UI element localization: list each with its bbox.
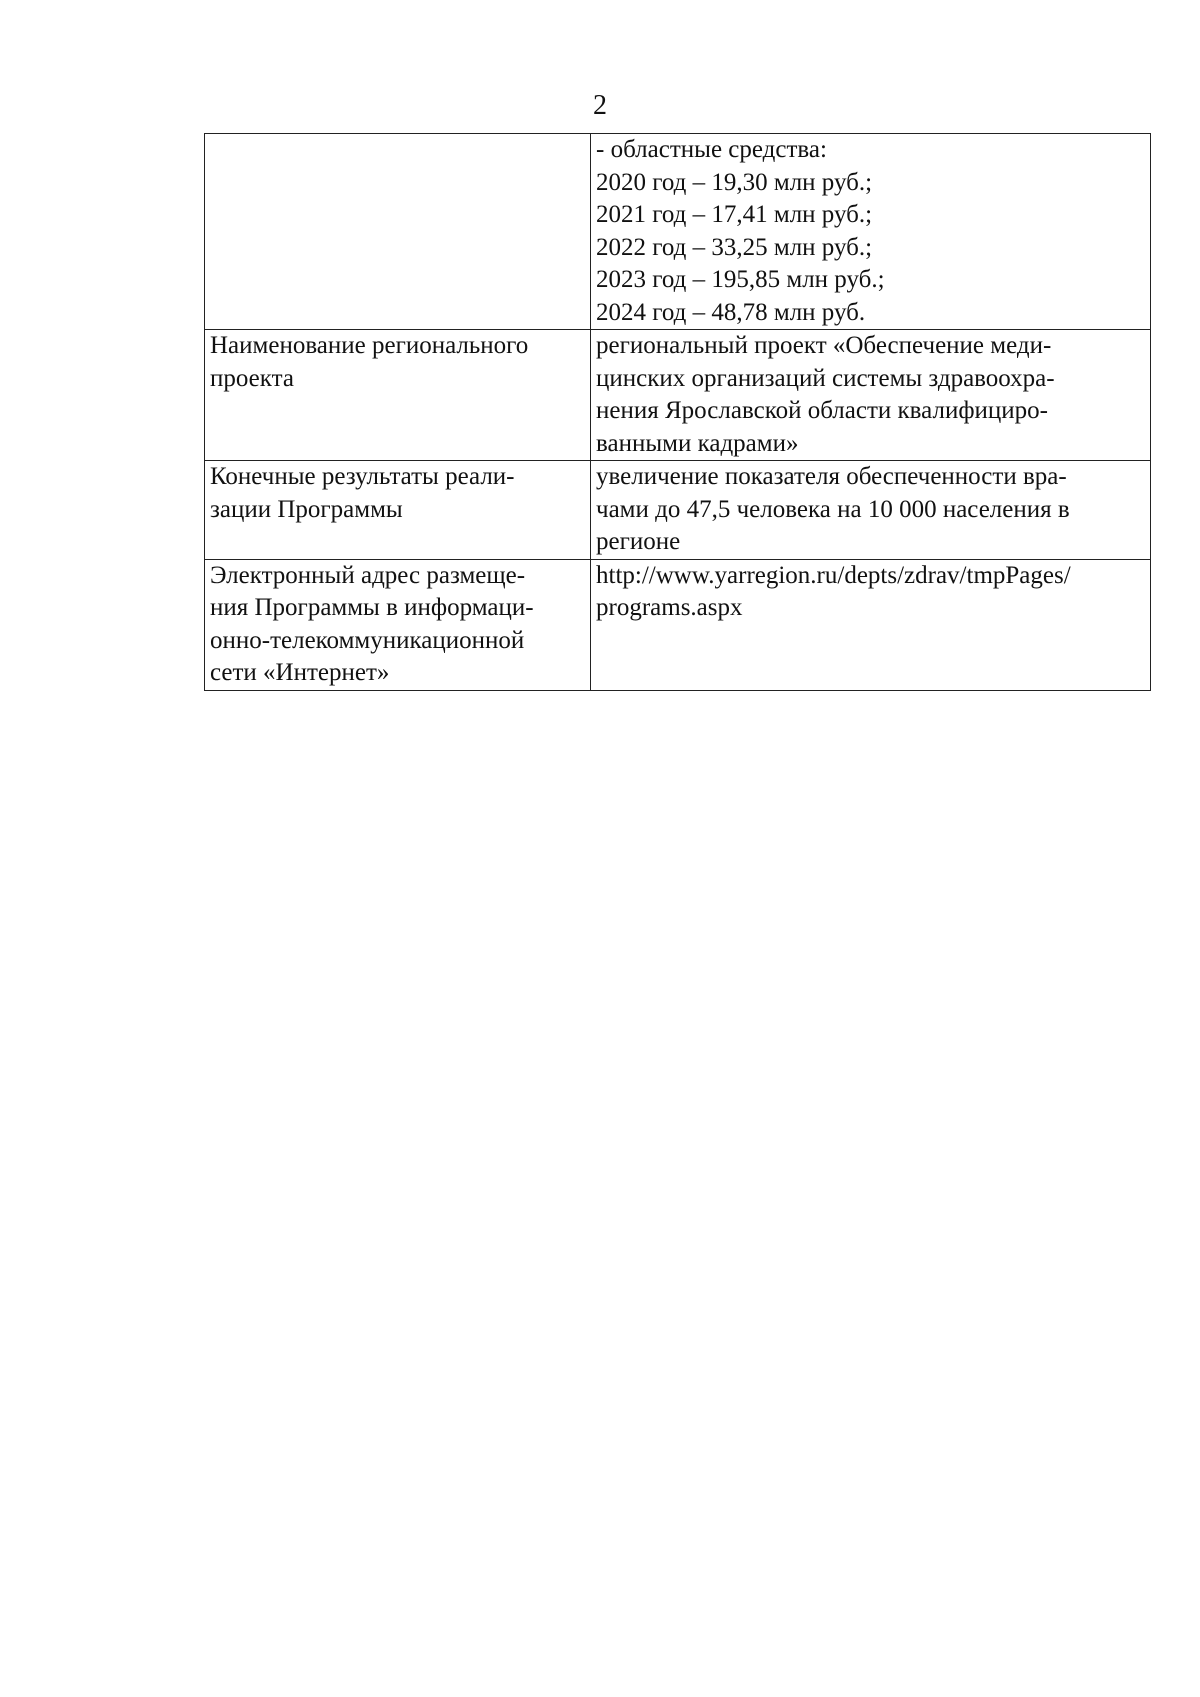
table-cell-label — [205, 461, 591, 560]
table-cell-value — [591, 330, 1151, 461]
label-line: ния Программы в информаци- — [210, 594, 534, 621]
table-row-program-url — [205, 559, 1151, 690]
value-line: регионе — [596, 528, 681, 555]
table-cell-label — [205, 559, 591, 690]
funding-2024: 2024 год – 48,78 млн руб. — [596, 298, 866, 326]
value-line: нения Ярославской области квалифициро- — [596, 397, 1048, 424]
value-line: цинских организаций системы здравоохра- — [596, 364, 1055, 392]
program-url-line: http://www.yarregion.ru/depts/zdrav/tmpPages/ — [596, 561, 1071, 589]
table-cell-value — [591, 461, 1151, 560]
table-cell-label — [205, 330, 591, 461]
funding-2023: 2023 год – 195,85 млн руб.; — [596, 266, 885, 293]
funding-2022: 2022 год – 33,25 млн руб.; — [596, 233, 873, 261]
label-line: проекта — [210, 364, 294, 392]
funding-2021: 2021 год – 17,41 млн руб.; — [596, 201, 873, 228]
label-line: Электронный адрес размеще- — [210, 561, 526, 589]
table-cell-label — [205, 134, 591, 330]
page-number: 2 — [593, 90, 607, 121]
value-line: чами до 47,5 человека на 10 000 населения в — [596, 495, 1070, 523]
label-line: Конечные результаты реали- — [210, 463, 515, 490]
value-line: ванными кадрами» — [596, 429, 799, 457]
label-line: Наименование регионального — [210, 332, 529, 359]
funding-2020: 2020 год – 19,30 млн руб.; — [596, 168, 873, 196]
funding-header: - областные средства: — [596, 136, 827, 163]
table-cell-value — [591, 134, 1151, 330]
label-line: сети «Интернет» — [210, 659, 390, 686]
table-cell-value — [591, 559, 1151, 690]
table-row-regional-funds — [205, 134, 1151, 330]
program-url-line: programs.aspx — [596, 594, 743, 621]
label-line: зации Программы — [210, 495, 403, 523]
table-row-regional-project — [205, 330, 1151, 461]
table-row-final-results — [205, 461, 1151, 560]
label-line: онно-телекоммуникационной — [210, 626, 525, 654]
value-line: региональный проект «Обеспечение меди- — [596, 332, 1052, 359]
value-line: увеличение показателя обеспеченности вра- — [596, 463, 1067, 490]
program-passport-table — [204, 133, 1151, 691]
